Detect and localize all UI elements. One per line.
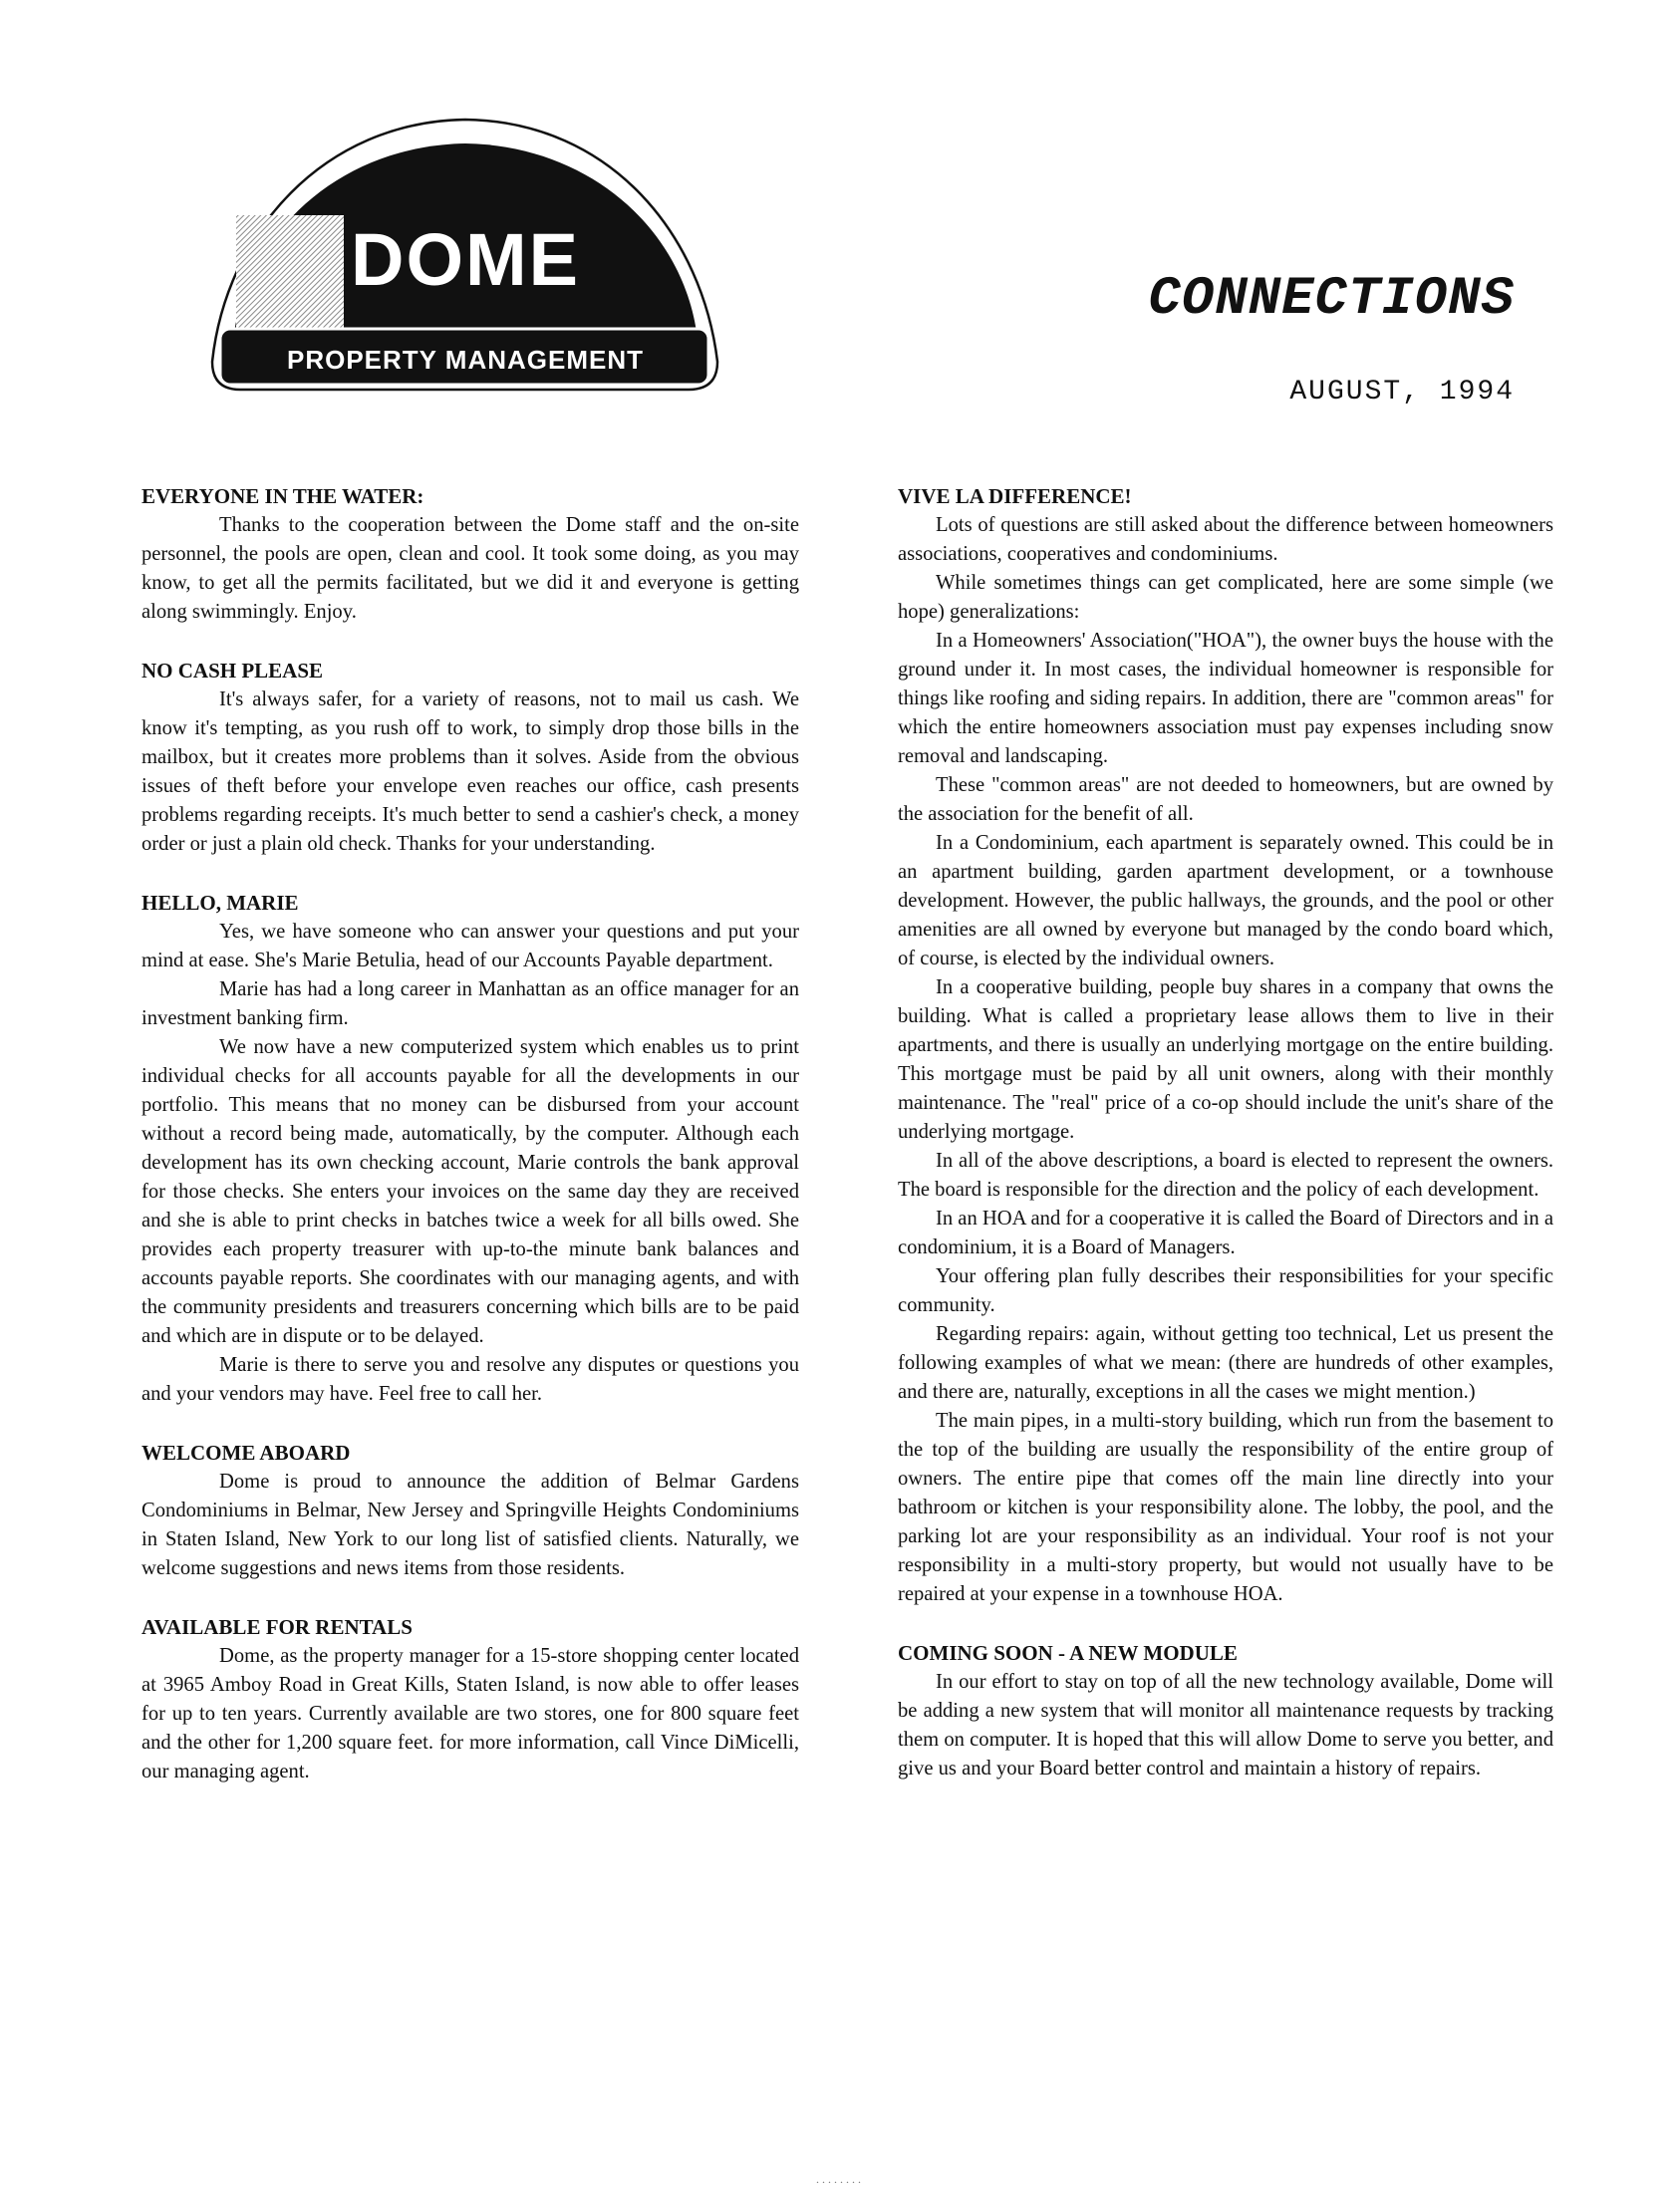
article-paragraph: Your offering plan fully describes their responsibilities for your specific community. <box>898 1265 1553 1316</box>
article <box>141 657 799 859</box>
article <box>141 482 799 627</box>
article-heading: AVAILABLE FOR RENTALS <box>141 1615 413 1639</box>
article-paragraph: Marie has had a long career in Manhattan as an office manager for an investment banking firm. <box>141 978 799 1029</box>
article-paragraph: In an HOA and for a cooperative it is called the Board of Directors and in a condominium, it is a Board of Managers. <box>898 1208 1553 1258</box>
article-paragraph: In a cooperative building, people buy shares in a company that owns the building. What is called a proprietary lease allows them to live in their apartments, and there is usually an underlying mortgage on the entire building. This mortgage must be paid by all unit owners, along with their monthly maintenance. The "real" price of a co-op should include the unit's share of the underlying mortgage. <box>898 976 1553 1143</box>
article-paragraph: Thanks to the cooperation between the Dome staff and the on-site personnel, the pools are open, clean and cool. It took some doing, as you may know, to get all the permits facilitated, but we did it and everyone is getting along swimmingly. Enjoy. <box>141 514 799 623</box>
logo-tagline-text: PROPERTY MANAGEMENT <box>287 345 644 375</box>
logo-brand-text: DOME <box>351 218 580 301</box>
newsletter-date: AUGUST, 1994 <box>1289 377 1515 408</box>
article-paragraph: The main pipes, in a multi-story building, which run from the basement to the top of the building are usually the responsibility of the entire group of owners. The entire pipe that comes off the main line directly into your bathroom or kitchen is your responsibility alone. The lobby, the pool, and the parking lot are your responsibility as an individual. Your roof is not your responsibility in a multi-story property, but would not usually have to be repaired at your expense in a townhouse HOA. <box>898 1410 1553 1605</box>
article-heading: WELCOME ABOARD <box>141 1441 351 1465</box>
article-paragraph: These "common areas" are not deeded to homeowners, but are owned by the association for the benefit of all. <box>898 774 1553 825</box>
logo-hatch-block <box>236 215 344 333</box>
article-paragraph: We now have a new computerized system which enables us to print individual checks for all accounts payable for all the developments in our portfolio. This means that no money can be disbursed from your account without a record being made, automatically, by the computer. Although each development has its own checking account, Marie controls the bank approval for those checks. She enters your invoices on the same day they are received and she is able to print checks in batches twice a week for all bills owed. She provides each property treasurer with up-to-the minute bank balances and accounts payable reports. She coordinates with our managing agents, and with the community presidents and treasurers concerning which bills are to be paid and which are in dispute or to be delayed. <box>141 1036 799 1347</box>
newsletter-title: CONNECTIONS <box>1148 269 1515 330</box>
article <box>898 482 1553 1609</box>
article-paragraph: Dome, as the property manager for a 15-store shopping center located at 3965 Amboy Road in Great Kills, Staten Island, is now able to offer leases for up to ten years. Currently available are two stores, one for 800 square feet and the other for 1,200 square feet. for more information, call Vince DiMicelli, our managing agent. <box>141 1645 799 1782</box>
article-heading: VIVE LA DIFFERENCE! <box>898 484 1132 508</box>
dome-logo <box>204 108 727 407</box>
left-column <box>141 482 799 1816</box>
footer-dots: ........ <box>816 2172 864 2186</box>
article <box>141 1439 799 1583</box>
article-paragraph: In our effort to stay on top of all the new technology available, Dome will be adding a new system that will monitor all maintenance requests by tracking them on computer. It is hoped that this will allow Dome to serve you better, and give us and your Board better control and maintain a history of repairs. <box>898 1671 1553 1780</box>
article-heading: HELLO, MARIE <box>141 891 299 915</box>
article-heading: EVERYONE IN THE WATER: <box>141 484 424 508</box>
article <box>898 1639 1553 1783</box>
article-paragraph: It's always safer, for a variety of reasons, not to mail us cash. We know it's tempting, as you rush off to work, to simply drop those bills in the mailbox, but it creates more problems than it solves. Aside from the obvious issues of theft before your envelope even reaches our office, cash presents problems regarding receipts. It's much better to send a cashier's check, a money order or just a plain old check. Thanks for your understanding. <box>141 688 799 855</box>
article-paragraph: In all of the above descriptions, a board is elected to represent the owners. The board is responsible for the direction and the policy of each development. <box>898 1150 1553 1201</box>
article-paragraph: In a Condominium, each apartment is separately owned. This could be in an apartment building, garden apartment development, or a townhouse development. However, the public hallways, the grounds, and the pool or other amenities are all owned by everyone but managed by the condo board which, of course, is elected by the individual owners. <box>898 832 1553 969</box>
article-paragraph: In a Homeowners' Association("HOA"), the owner buys the house with the ground under it. In most cases, the individual homeowner is responsible for things like roofing and siding repairs. In addition, there are "common areas" for which the entire homeowners association must pay expenses including snow removal and landscaping. <box>898 630 1553 767</box>
article-paragraph: Dome is proud to announce the addition of Belmar Gardens Condominiums in Belmar, New Jersey and Springville Heights Condominiums in Staten Island, New York to our long list of satisfied clients. Naturally, we welcome suggestions and news items from those residents. <box>141 1471 799 1579</box>
article-paragraph: Yes, we have someone who can answer your questions and put your mind at ease. She's Marie Betulia, head of our Accounts Payable department. <box>141 921 799 971</box>
article <box>141 889 799 1409</box>
article-paragraph: While sometimes things can get complicated, here are some simple (we hope) generalizations: <box>898 572 1553 623</box>
article-paragraph: Lots of questions are still asked about the difference between homeowners associations, cooperatives and condominiums. <box>898 514 1553 565</box>
article-heading: COMING SOON - A NEW MODULE <box>898 1641 1238 1665</box>
article-paragraph: Marie is there to serve you and resolve any disputes or questions you and your vendors may have. Feel free to call her. <box>141 1354 799 1405</box>
right-column <box>898 482 1553 1813</box>
article <box>141 1613 799 1786</box>
article-heading: NO CASH PLEASE <box>141 659 324 683</box>
article-paragraph: Regarding repairs: again, without getting too technical, Let us present the following examples of what we mean: (there are hundreds of other examples, and there are, naturally, exceptions in all the cases we might mention.) <box>898 1323 1553 1403</box>
